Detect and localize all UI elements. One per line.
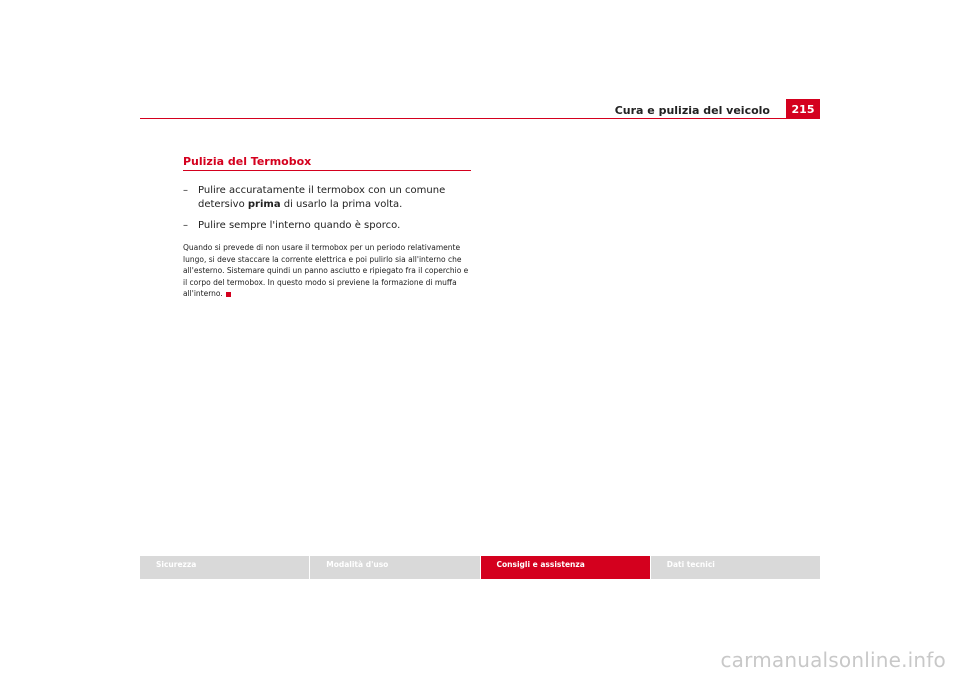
- step-text-continued: di usarlo la prima volta.: [280, 199, 403, 210]
- step-dash: –: [183, 220, 188, 231]
- footer-tab-sicurezza[interactable]: Sicurezza: [140, 556, 309, 579]
- main-content: [183, 155, 471, 307]
- footer-tab-modalita-uso[interactable]: Modalità d'uso: [310, 556, 479, 579]
- watermark: carmanualsonline.info: [720, 648, 946, 672]
- step-text: Pulire accuratamente il termobox con un comune detersivo: [198, 185, 446, 210]
- step-emphasis: prima: [247, 199, 281, 210]
- chapter-title: Cura e pulizia del veicolo: [614, 104, 770, 117]
- footer-navigation: [140, 556, 820, 579]
- note-text: Quando si prevede di non usare il termobox per un periodo relativamente lungo, si deve staccare la corrente elettrica e poi pulirlo sia all'interno che all'esterno. Sistemare quindi un panno asciutto e ripiegato fra il coperchio e il corpo del termobox. In questo modo si previene la formazione di muffa all'interno.: [183, 243, 469, 299]
- page-number: 215: [786, 99, 820, 119]
- footer-tab-dati-tecnici[interactable]: Dati tecnici: [651, 556, 820, 579]
- step-text: Pulire sempre l'interno quando è sporco.: [198, 220, 401, 231]
- end-of-section-icon: [226, 292, 231, 297]
- step-dash: –: [183, 185, 188, 196]
- instruction-step: [183, 219, 471, 233]
- section-title: Pulizia del Termobox: [183, 155, 471, 171]
- footer-tab-consigli-assistenza[interactable]: Consigli e assistenza: [481, 556, 650, 579]
- header-divider: [140, 118, 820, 119]
- instruction-step: [183, 184, 471, 212]
- note-paragraph: [183, 242, 471, 300]
- instruction-list: [183, 184, 471, 233]
